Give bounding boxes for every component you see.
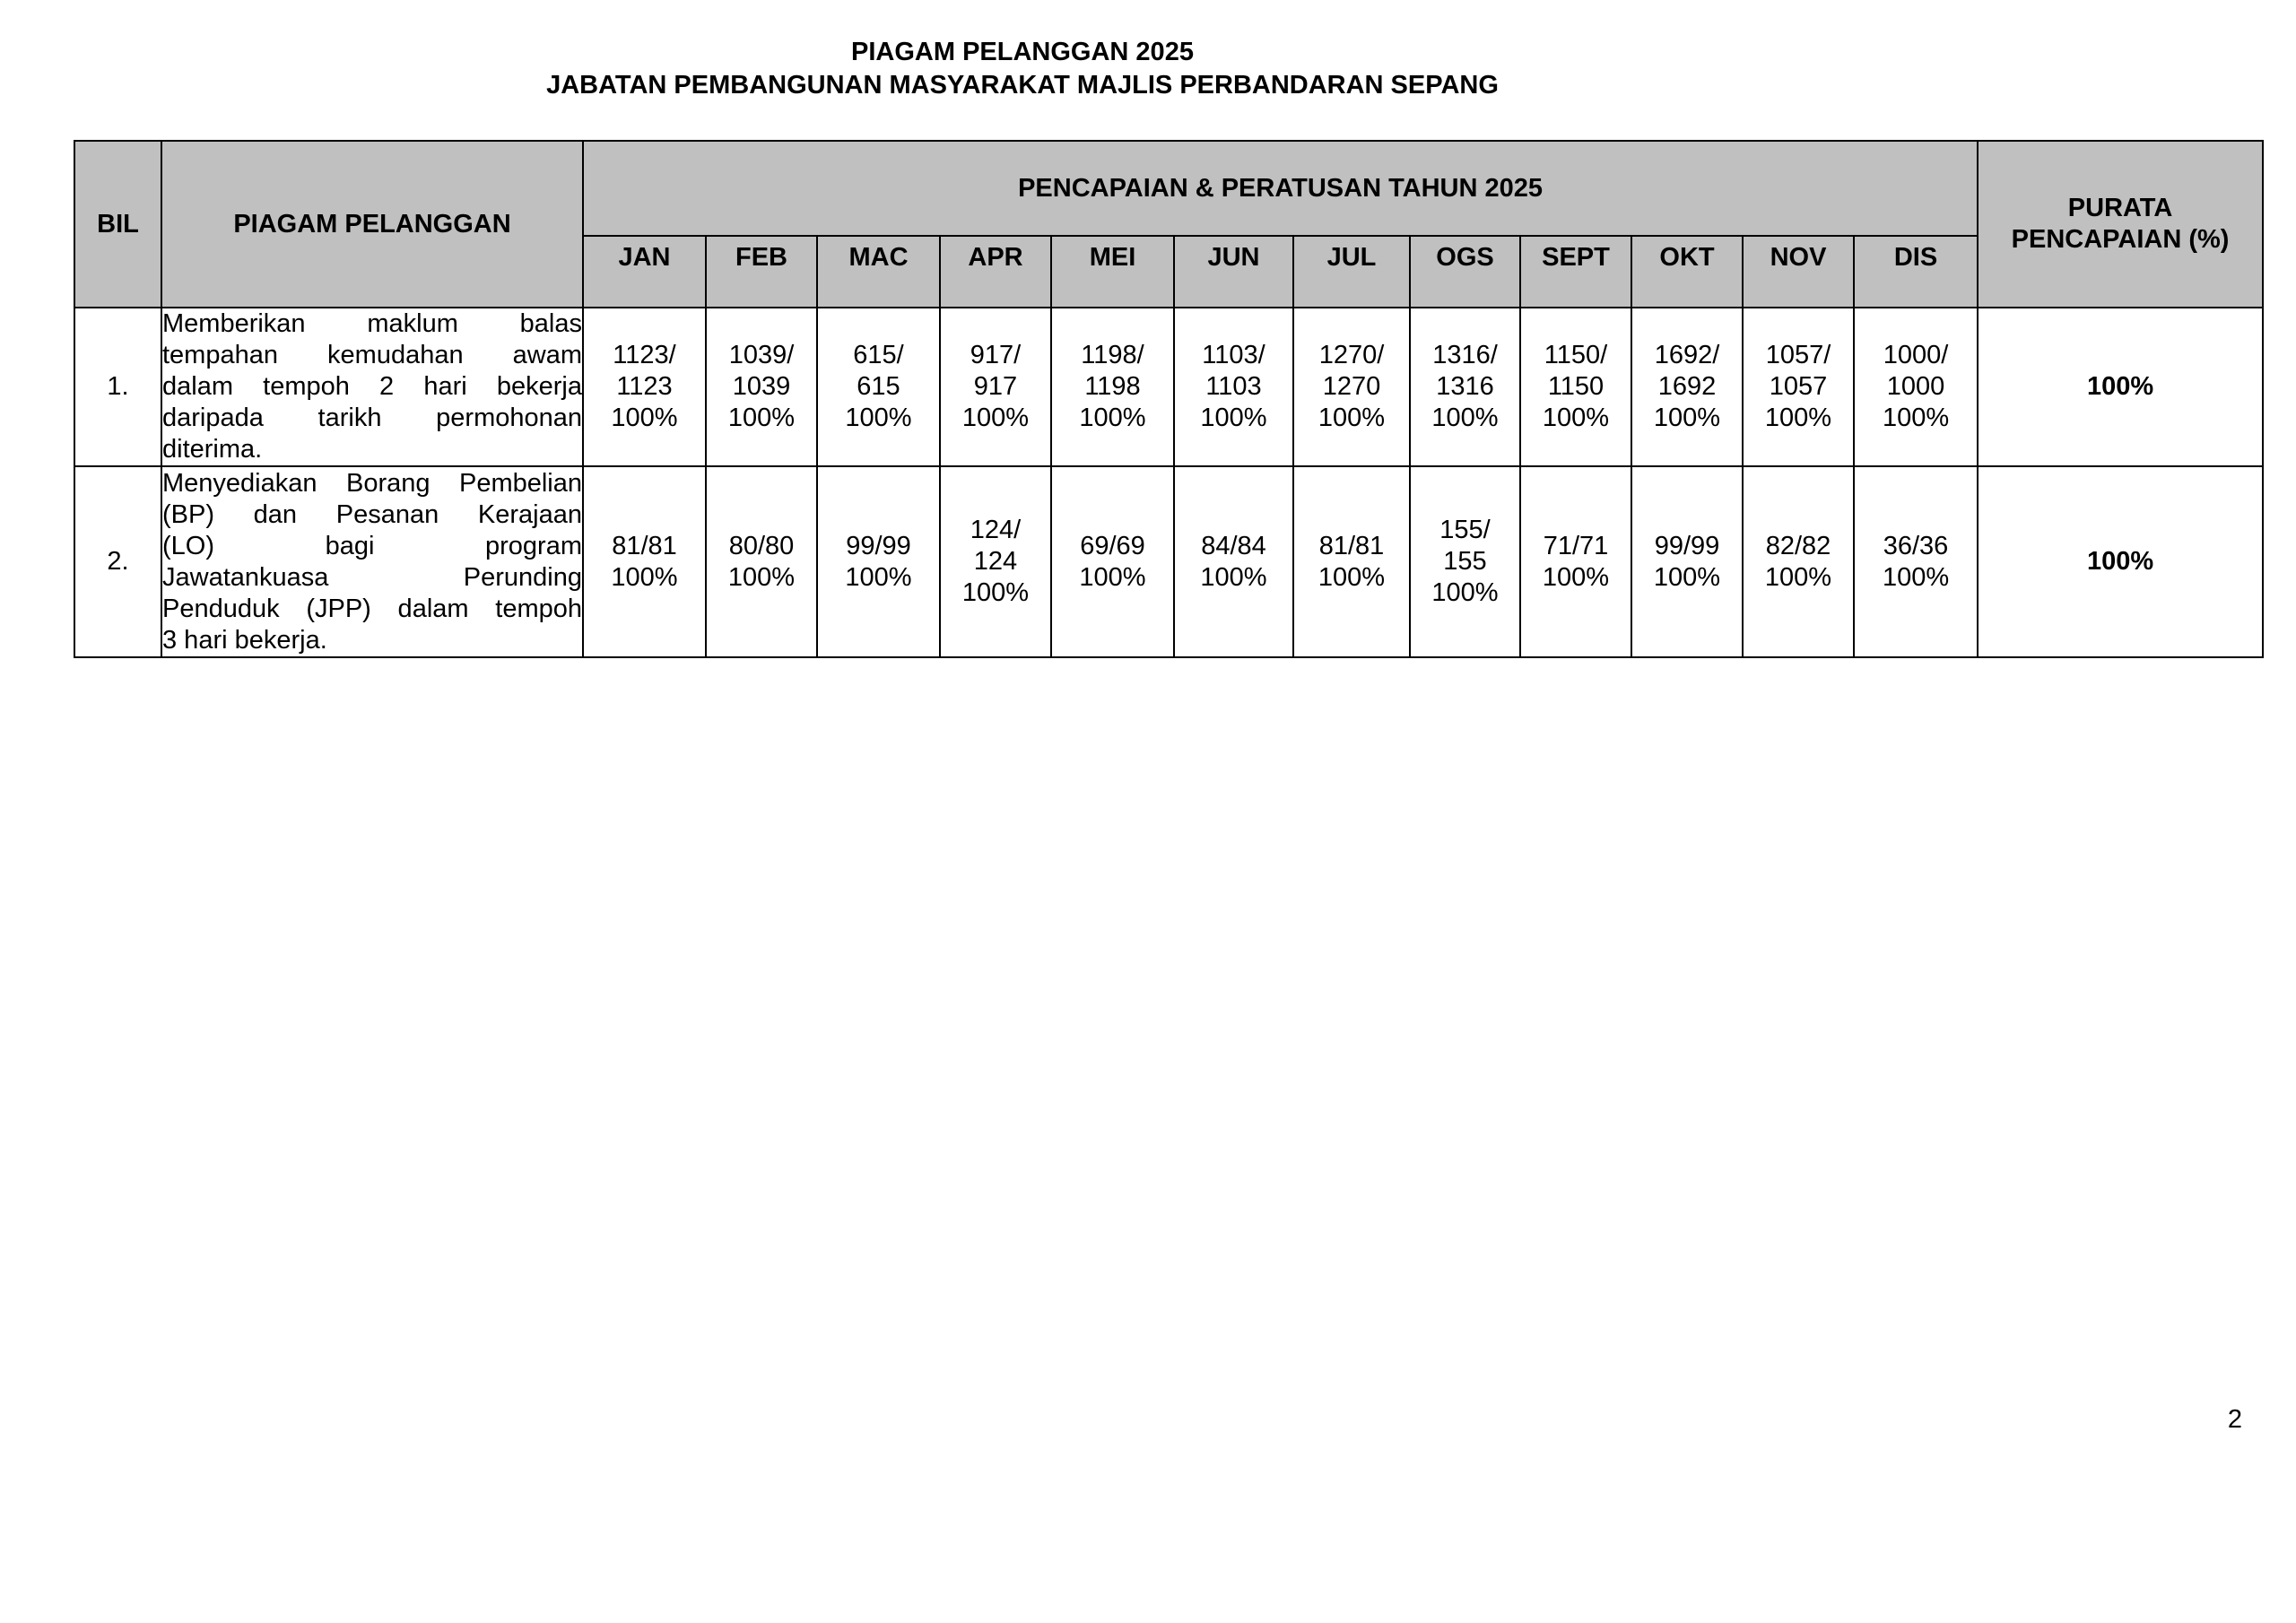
achievement-value: 1270/ — [1318, 341, 1385, 369]
achievement-value: 100% — [1882, 404, 1950, 432]
achievement-value: 615/ — [853, 341, 904, 369]
header-bil: BIL — [74, 141, 161, 308]
achievement-value: 100% — [1653, 404, 1721, 432]
achievement-value: 82/82 — [1765, 531, 1831, 560]
achievement-value: 155/ — [1439, 516, 1491, 544]
monthly-achievement-cell — [1410, 308, 1520, 466]
monthly-achievement-cell — [940, 308, 1051, 466]
achievement-value: 100% — [1200, 562, 1267, 592]
achievement-value: 124/ — [970, 516, 1022, 544]
achievement-value: 100% — [727, 404, 796, 432]
monthly-achievement-cell — [583, 466, 706, 657]
achievement-value: 100% — [1318, 562, 1386, 592]
achievement-value: 100% — [1542, 404, 1610, 432]
document-title: PIAGAM PELANGGAN 2025 — [851, 38, 1194, 66]
achievement-value: 1057/ — [1765, 341, 1831, 369]
table-row — [74, 466, 2263, 657]
achievement-value: 71/71 — [1543, 531, 1609, 560]
table-header-row — [74, 141, 2263, 236]
monthly-achievement-cell — [940, 466, 1051, 657]
achievement-value: 1123 — [616, 372, 673, 401]
monthly-achievement-cell — [1293, 308, 1410, 466]
achievement-value: 100% — [611, 404, 678, 432]
achievement-value: 1057 — [1769, 372, 1828, 401]
table-row — [74, 308, 2263, 466]
document-header — [0, 36, 2045, 102]
month-header: JUL — [1293, 236, 1410, 308]
achievement-value: 100% — [1653, 562, 1721, 592]
achievement-value: 100% — [1431, 578, 1499, 607]
header-achievement: PENCAPAIAN & PERATUSAN TAHUN 2025 — [583, 141, 1978, 236]
achievement-value: 1270 — [1322, 372, 1381, 401]
monthly-achievement-cell — [1174, 466, 1293, 657]
achievement-value: 100% — [1542, 562, 1610, 592]
monthly-achievement-cell — [1631, 308, 1743, 466]
row-number: 1. — [74, 308, 161, 466]
monthly-achievement-cell — [817, 466, 940, 657]
achievement-value: 1692 — [1657, 372, 1717, 401]
achievement-value: 1692/ — [1654, 341, 1720, 369]
achievement-value: 124 — [973, 547, 1018, 576]
achievement-value: 1198/ — [1081, 341, 1144, 369]
achievement-value: 917/ — [970, 341, 1022, 369]
description-line: tempahan kemudahan awam — [162, 341, 582, 369]
achievement-value: 100% — [611, 562, 678, 592]
achievement-value: 1150 — [1547, 372, 1605, 401]
description-line: (LO) bagi program — [162, 531, 582, 560]
achievement-value: 100% — [1318, 404, 1386, 432]
month-header: APR — [940, 236, 1051, 308]
average-achievement: 100% — [1978, 466, 2263, 657]
customer-charter-table — [74, 140, 2264, 658]
description-line: (BP) dan Pesanan Kerajaan — [162, 499, 582, 529]
achievement-value: 917 — [973, 372, 1018, 401]
achievement-value: 100% — [845, 562, 912, 592]
achievement-value: 100% — [1200, 404, 1267, 432]
description-line: 3 hari bekerja. — [162, 625, 327, 655]
monthly-achievement-cell — [817, 308, 940, 466]
achievement-value: 1000 — [1886, 372, 1945, 401]
achievement-value: 1150/ — [1544, 341, 1608, 369]
average-achievement: 100% — [1978, 308, 2263, 466]
monthly-achievement-cell — [583, 308, 706, 466]
achievement-value: 80/80 — [728, 531, 795, 560]
month-header: MEI — [1051, 236, 1174, 308]
achievement-value: 100% — [845, 404, 912, 432]
description-line: daripada tarikh permohonan — [162, 404, 582, 432]
achievement-value: 1103/ — [1202, 341, 1265, 369]
achievement-value: 1039/ — [728, 341, 795, 369]
monthly-achievement-cell — [1520, 466, 1631, 657]
description-line: Penduduk (JPP) dalam tempoh — [162, 594, 582, 623]
achievement-value: 1316/ — [1432, 341, 1498, 369]
achievement-value: 155 — [1443, 547, 1487, 576]
table-body — [74, 308, 2263, 657]
achievement-value: 36/36 — [1883, 531, 1949, 560]
achievement-value: 100% — [1079, 404, 1146, 432]
achievement-value: 69/69 — [1080, 531, 1145, 560]
header-average-line: PENCAPAIAN (%) — [2011, 225, 2230, 254]
header-average-line: PURATA — [2067, 194, 2173, 222]
achievement-value: 100% — [961, 578, 1030, 607]
monthly-achievement-cell — [1854, 308, 1978, 466]
month-header: OKT — [1631, 236, 1743, 308]
monthly-achievement-cell — [1854, 466, 1978, 657]
page-number: 2 — [2227, 1405, 2242, 1434]
achievement-value: 1039 — [732, 372, 791, 401]
achievement-value: 100% — [961, 404, 1030, 432]
monthly-achievement-cell — [1051, 466, 1174, 657]
achievement-value: 84/84 — [1201, 531, 1266, 560]
month-header: FEB — [706, 236, 817, 308]
achievement-value: 1103 — [1205, 372, 1262, 401]
achievement-value: 1316 — [1436, 372, 1494, 401]
monthly-achievement-cell — [1293, 466, 1410, 657]
charter-description — [161, 466, 583, 657]
description-line: Menyediakan Borang Pembelian — [162, 468, 582, 498]
achievement-value: 100% — [727, 562, 796, 592]
achievement-value: 100% — [1764, 562, 1832, 592]
month-header: JUN — [1174, 236, 1293, 308]
achievement-value: 615 — [857, 372, 900, 401]
achievement-value: 1000/ — [1883, 341, 1949, 369]
description-line: Jawatankuasa Perunding — [162, 562, 582, 592]
monthly-achievement-cell — [1631, 466, 1743, 657]
monthly-achievement-cell — [1743, 466, 1854, 657]
achievement-value: 81/81 — [612, 531, 677, 560]
header-charter: PIAGAM PELANGGAN — [161, 141, 583, 308]
monthly-achievement-cell — [706, 466, 817, 657]
monthly-achievement-cell — [706, 308, 817, 466]
achievement-value: 1123/ — [613, 341, 676, 369]
achievement-value: 100% — [1882, 562, 1950, 592]
month-header: DIS — [1854, 236, 1978, 308]
monthly-achievement-cell — [1520, 308, 1631, 466]
monthly-achievement-cell — [1743, 308, 1854, 466]
achievement-value: 100% — [1079, 562, 1146, 592]
achievement-value: 1198 — [1084, 372, 1141, 401]
achievement-value: 100% — [1764, 404, 1832, 432]
header-average — [1978, 141, 2263, 308]
description-line: diterima. — [162, 435, 263, 464]
document-subtitle: JABATAN PEMBANGUNAN MASYARAKAT MAJLIS PERBANDARAN SEPANG — [546, 71, 1499, 100]
achievement-value: 99/99 — [846, 531, 911, 560]
description-line: dalam tempoh 2 hari bekerja — [162, 372, 582, 401]
month-header: NOV — [1743, 236, 1854, 308]
achievement-value: 100% — [1431, 404, 1499, 432]
monthly-achievement-cell — [1174, 308, 1293, 466]
month-header: SEPT — [1520, 236, 1631, 308]
month-header: OGS — [1410, 236, 1520, 308]
achievement-value: 81/81 — [1318, 531, 1385, 560]
month-header: MAC — [817, 236, 940, 308]
monthly-achievement-cell — [1410, 466, 1520, 657]
charter-description — [161, 308, 583, 466]
description-line: Memberikan maklum balas — [162, 309, 582, 338]
achievement-value: 99/99 — [1654, 531, 1720, 560]
row-number: 2. — [74, 466, 161, 657]
monthly-achievement-cell — [1051, 308, 1174, 466]
month-header: JAN — [583, 236, 706, 308]
